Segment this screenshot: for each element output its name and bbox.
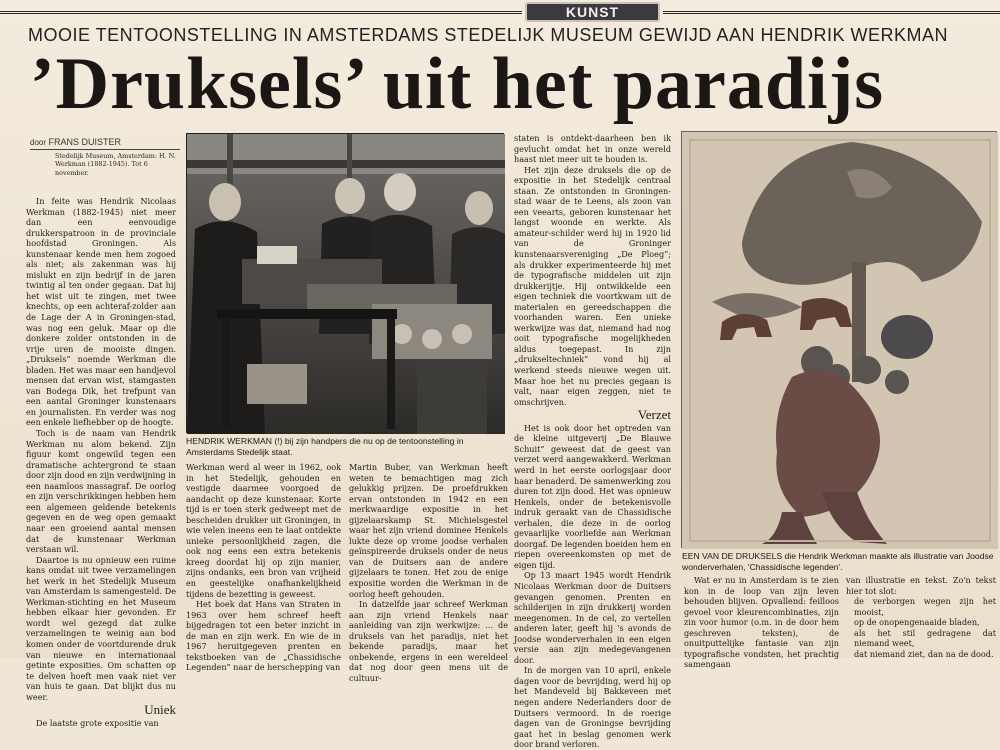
byline-author: FRANS DUISTER (48, 137, 122, 147)
press-photo (186, 133, 504, 433)
photo-caption: HENDRIK WERKMAN (!) bij zijn handpers die nu op de tentoonstelling in Amsterdams Stedelijk staat. (186, 436, 464, 457)
paragraph: Het boek dat Hans van Straten in 1963 over hem schreef heeft bijgedragen tot een beter inzicht in de man en zijn werk. En wie de in 1967 heruitgegeven prenten en tekstboeken van de „Chassidische Legenden” naar de herschepping van (186, 599, 341, 673)
paragraph: Wat er nu in Amsterdam is te zien kon in de loop van zijn leven behouden blijven. Opvallend: feilloos gevoel voor kleurencombinaties, zijn zin voor humor (o.m. in de door hem geschreven teksten), de onuitputtelijke fantasie van zijn typografische vondsten, het prachtig samengaan (684, 575, 839, 670)
druksel-artwork (682, 132, 998, 549)
paragraph: In datzelfde jaar schreef Werkman aan zijn vriend Henkels naar aanleiding van zijn werkwijze: ... de druksels van het paradijs, niet het bekende paradijs, maar het onbekende, ergens in een wereldeel dat nog door geen mens uit de cultuur- (349, 599, 508, 683)
paragraph: staten is ontdekt-daarheen ben ik gevlucht omdat het in onze wereld haast niet meer uit te houden is. (514, 133, 671, 165)
byline-prefix: door (30, 138, 47, 147)
subheading-verzet: Verzet (637, 407, 671, 423)
paragraph: Op 13 maart 1945 wordt Hendrik Nicolaas Werkman door de Duitsers gevangen genomen. Prenten en schilderijen in zijn drukkerij worden meegenomen. In de cel, zo vertellen anderen later, geeft hij 's avonds de Joodse wonderverhalen in een eigen versie aan zijn medegevangenen door. (514, 570, 671, 665)
paragraph: Martin Buber, van Werkman heeft weten te bemachtigen mag zich gelukkig prijzen. De proefdrukken ervan ontstonden in 1942 en een merkwaardige expositie in het gijzelaarskamp St. Michielsgestel waar het zijn vriend dominee Henkels lukte deze op vrome joodse verhalen geïnspireerde druksels onder de neus van de Duitsers aan de andere gijzelaars te tonen. Het zou de enige expositie worden die Werkman in de oorlog heeft gehouden. (349, 462, 508, 599)
paragraph: In de morgen van 10 april, enkele dagen voor de bevrijding, werd hij op het Mandeveld bij Bakkeveen met negen andere Nederlanders door de Duitsers vermoord. In de roerige dagen van de Groningse bevrijding gaat het in beslag genomen werk door brand verloren. (514, 665, 671, 750)
exhibition-imprint: Stedelijk Museum, Amsterdam: H. N. Werkman (1882-1945). Tot 6 november. (55, 152, 176, 177)
rubric-rule-left (0, 11, 522, 14)
poem-line: dat niemand ziet, dan na de dood. (854, 648, 994, 659)
paragraph: Daartoe is nu opnieuw een ruime kans omdat uit twee verzamelingen het werk in het Stedelijk Museum van Amsterdam is samengesteld. De Werkman-stichting en het Museum hebben elkaar hier gevonden. Er wordt wel gezegd dat zulke verzamelingen te weinig aan bod komen onder de voortdurende druk van nieuwe en internationaal getinte exposities. Om schatten op te delven hoeft men vaak niet ver van huis te gaan. Dat blijkt dus nu weer. (26, 554, 176, 702)
article-column-5 (684, 575, 839, 670)
subheading-uniek: Uniek (144, 702, 176, 718)
printing-press-photo (187, 134, 505, 434)
article-column-6 (846, 575, 996, 658)
paragraph: Het zijn deze druksels die op de expositie in het Stedelijk centraal staan. Ze ontstonden in Groningen-stad waar de te Leens, als zoon van een veearts, geboren kunstenaar het langst woonde en werkte. Als amateur-schilder werd hij in 1920 lid van de Groninger kunstenaarsvereniging „De Ploeg”; als drukker experimenteerde hij met de typografische middelen uit zijn drukkerijtje. Hij ontwikkelde een eigen techniek die voortkwam uit de materialen en gereedschappen die voorhanden waren. Een unieke werkwijze was dat, niemand had nog ooit typografische mogelijkheden aldus toegepast. In zijn „drukseltechniek” vond hij al werkend steeds nieuwe wegen uit. Maar hoe het nu precies gegaan is valt, naar eigen zeggen, niet te omschrijven. (514, 164, 671, 407)
illustration-caption: EEN VAN DE DRUKSELS die Hendrik Werkman maakte als illustratie van Joodse wonderverhalen, 'Chassidische legenden'. (682, 551, 994, 572)
article-column-3 (349, 462, 508, 683)
paragraph: Het is ook door het optreden van de kleine uitgeverij „De Blauwe Schuit” geweest dat de geest van verzet werd aangewakkerd. Werkman werd in het eerste oorlogsjaar door haar benaderd. De samenwerking zou duren tot zijn dood. Het was opnieuw Henkels, onder de betekenisvolle indruk geraakt van de Chassidische verhalen, die deze in de oorlog gevaarlijke voorliefde aan Werkman doorgaf. De legenden boeiden hem en riepen overeenkomsten op met de eigen tijd. (514, 422, 671, 570)
article-column-1 (26, 196, 176, 728)
poem-line: de verborgen wegen zijn het mooist, (854, 596, 996, 617)
main-headline: ’Druksels’ uit het paradijs (30, 43, 885, 125)
section-rubric: KUNST (525, 2, 660, 22)
article-column-2 (186, 462, 341, 673)
paragraph: Werkman werd al weer in 1962, ook in het Stedelijk, gehouden en vestigde daarmee voorgoed de aandacht op deze kunstenaar. Korte tijd is er toen sterk gedweept met de bescheiden drukker uit Groningen, in wie velen ineens een te laat ontdekte unieke persoonlijkheid zagen, die ook nog eens een extra betekenis kreeg doordat hij op zijn manier, zijns ondanks, een bron van vrijheid en geestelijke onafhankelijkheid tijdens de bezetting is geweest. (186, 462, 341, 599)
poem-line: als het stil gedragene dat niemand weet, (854, 627, 996, 649)
druksel-illustration (681, 131, 997, 548)
byline (30, 137, 180, 150)
rubric-rule-right (663, 11, 1000, 14)
paragraph: van illustratie en tekst. Zo'n tekst hier tot slot: (846, 575, 996, 596)
article-column-4 (514, 133, 671, 750)
poem-line: op de onopengenaaide bladen, (854, 617, 980, 628)
kicker-headline: MOOIE TENTOONSTELLING IN AMSTERDAMS STEDELIJK MUSEUM GEWIJD AAN HENDRIK WERKMAN (28, 25, 948, 45)
paragraph: Toch is de naam van Hendrik Werkman nu alom bekend. Zijn figuur komt ongewild tegen een dramatische achtergrond te staan door zijn dood en zijn verdwijning in een naamloos massagraf. De oorlog en zijn verschrikkingen hebben hem een algemeen geldende betekenis gegeven en de weg open gemaakt naar een groeiend aantal mensen dat de kunstenaar Werkman verstaan wil. (26, 428, 176, 555)
paragraph: De laatste grote expositie van (36, 717, 159, 728)
paragraph: In feite was Hendrik Nicolaas Werkman (1882-1945) niet meer dan een eenvoudige drukkerspatroon in de provinciale hoofdstad Groningen. Als kunstenaar kende men hem zogoed als niet; als zakenman was hij mislukt en zijn bedrijf in de jaren twintig al ten onder gegaan. Dat hij het wist uit te zingen, met twee knechts, op een achteraf-zolder aan de Lage der A in Groningen-stad, was nog een geluk. Maar op die donkere zolder ontstonden in de vrije uren de mooiste dingen. „Druksels” noemde Werkman die bladen. Het was maar een handjevol mensen dat ervan wist, stamgasten van Bodega Dik, het trefpunt van een aantal Groninger kunstenaars en journalisten. En verder was nog een enkele liefhebber op de hoogte. (26, 196, 176, 428)
